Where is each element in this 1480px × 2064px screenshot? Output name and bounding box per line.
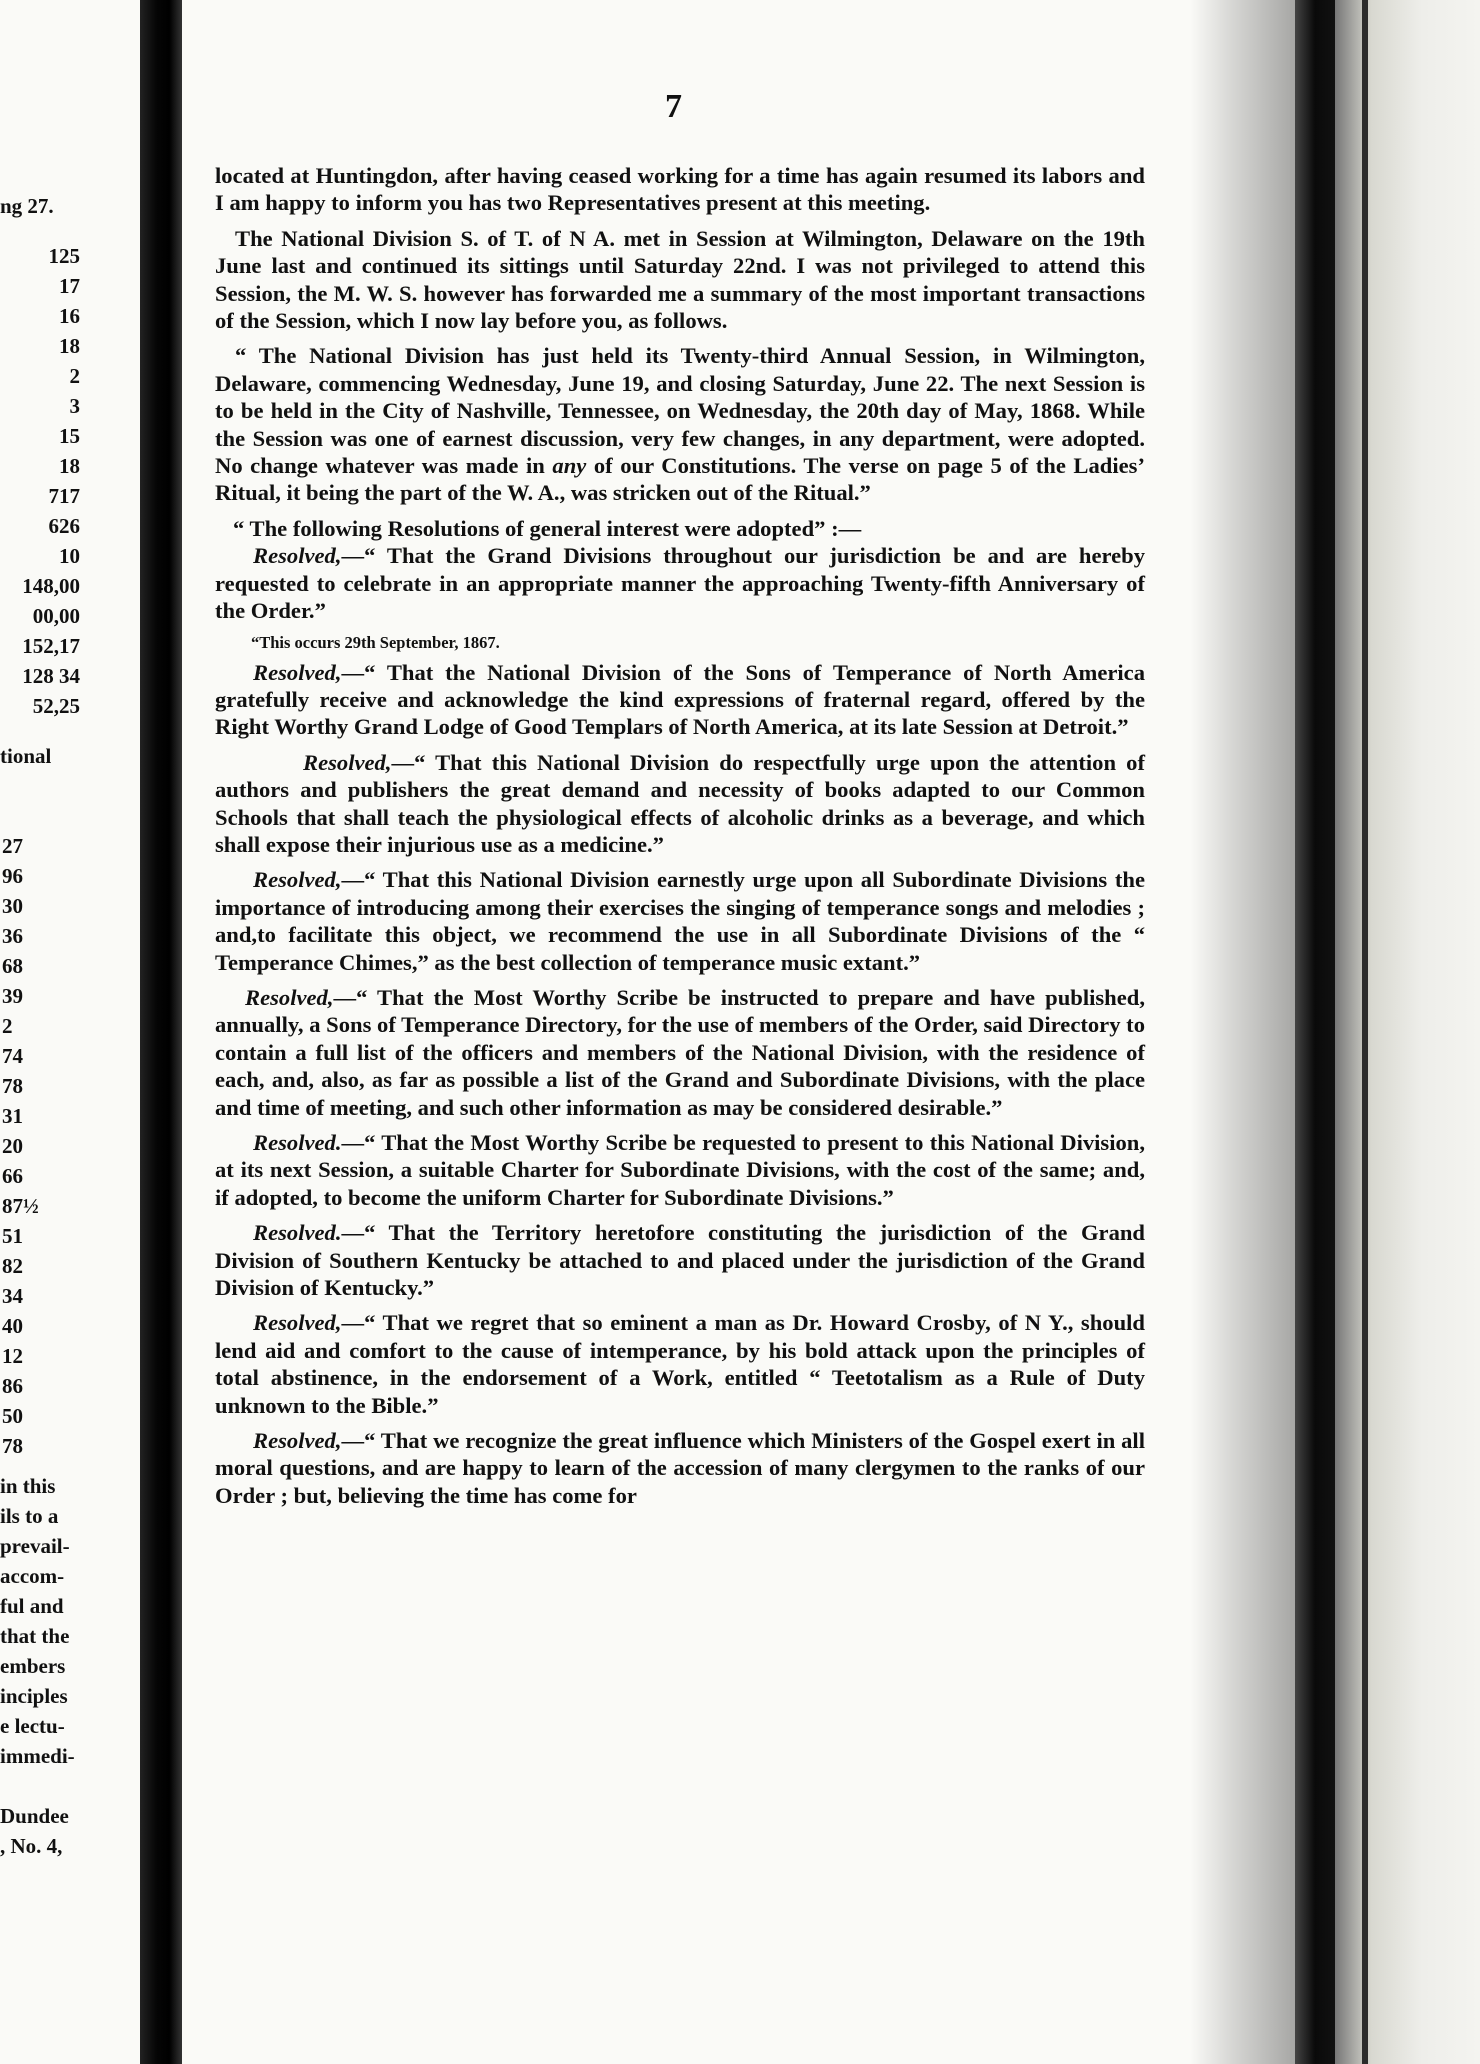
resolution-text: —“ That the Territory heretofore constituting the jurisdiction of the Grand Division of Southern Kentucky be attached to and placed under the jurisdiction of the Grand Division of Kentucky.”	[215, 1220, 1145, 1301]
resolution-text: —“ That we regret that so eminent a man as Dr. Howard Crosby, of N Y., should lend aid and comfort to the cause of intemperance, by his bold attack upon the principles of total abstinence, in the endorsement of a Work, entitled “ Teetotalism as a Rule of Duty unknown to the Bible.”	[215, 1310, 1145, 1418]
resolutions-intro: “ The following Resolutions of general interest were adopted” :—	[233, 515, 862, 541]
page-body	[215, 162, 1145, 1517]
page-edge-shadow	[1190, 0, 1300, 2064]
left-page-line: 66	[2, 1164, 23, 1188]
left-page-line: 86	[2, 1374, 23, 1398]
binding-gutter	[140, 0, 182, 2064]
paragraph: located at Huntingdon, after having ceased working for a time has again resumed its labors and I am happy to inform you has two Representatives present at this meeting.	[215, 163, 1145, 216]
resolution	[215, 659, 1145, 741]
left-page-line: 2	[2, 1014, 13, 1038]
quoted-summary-end: of our Constitutions. The verse on page 5 of the Ladies’ Ritual, it being the part of the W. A., was stricken out of the Ritual.”	[215, 453, 1145, 506]
left-page-line: 626	[48, 514, 80, 538]
resolved-label: Resolved.	[253, 1130, 342, 1155]
left-page-line: 00,00	[32, 604, 80, 628]
resolved-label: Resolved,	[253, 1310, 342, 1336]
book-edge-line	[1362, 0, 1368, 2064]
left-page-line: 3	[69, 394, 80, 418]
left-page-line: that the	[0, 1624, 70, 1648]
resolution	[215, 866, 1145, 976]
left-page-line: ng 27.	[0, 194, 54, 218]
left-page-line: prevail-	[0, 1534, 70, 1558]
left-page-line: 20	[2, 1134, 23, 1158]
left-page-line: e lectu-	[0, 1714, 65, 1738]
resolution	[215, 1309, 1145, 1419]
italic-word: any	[552, 453, 587, 479]
resolved-label: Resolved.	[253, 1220, 342, 1246]
left-page-line: 152,17	[22, 634, 80, 658]
resolved-label: Resolved,	[303, 749, 392, 775]
book-edge-dark	[1295, 0, 1335, 2064]
left-page-line: 31	[2, 1104, 23, 1128]
resolution-text: —“ That this National Division do respectfully urge upon the attention of authors and publishers the great demand and necessity of books adapted to our Common Schools that shall teach the physiological effects of alcoholic drinks as a beverage, and which shall expose their injurious use as a medicine.”	[215, 749, 1145, 857]
left-page-line: 16	[59, 304, 80, 328]
left-page-line: ils to a	[0, 1504, 59, 1528]
left-page-line: 51	[2, 1224, 23, 1248]
resolution	[215, 984, 1145, 1121]
resolution	[215, 1427, 1145, 1509]
left-page-line: immedi-	[0, 1744, 75, 1768]
left-page-line: 15	[59, 424, 80, 448]
resolution-text: —“ That the Most Worthy Scribe be requested to present to this National Division, at its next Session, a suitable Charter for Subordinate Divisions, with the cost of the same; and, if adopted, to become the uniform Charter for Subordinate Divisions.”	[215, 1130, 1145, 1210]
left-page-line: tional	[0, 744, 52, 768]
left-page-line: 40	[2, 1314, 23, 1338]
left-page-line: 52,25	[32, 694, 80, 718]
left-page-line: 10	[59, 544, 80, 568]
left-page-line: 18	[59, 454, 80, 478]
resolved-label: Resolved,	[253, 659, 342, 685]
page-stack-edge	[1335, 0, 1480, 2064]
left-page-line: 34	[2, 1284, 23, 1308]
resolution-text: —“ That the Most Worthy Scribe be instructed to prepare and have published, annually, a Sons of Temperance Directory, for the use of members of the Order, said Directory to contain a full list of the officers and members of the National Division, with the residence of each, and, also, as far as possible a list of the Grand and Subordinate Divisions, with the place and time of meeting, and such other information as may be considered desirable.”	[215, 984, 1145, 1120]
left-page-line: 96	[2, 864, 23, 888]
left-page-line: 36	[2, 924, 23, 948]
resolved-label: Resolved,	[245, 984, 334, 1010]
resolution	[215, 542, 1145, 624]
left-page-fragment	[0, 0, 140, 2064]
left-page-line: 2	[69, 364, 80, 388]
left-page-line: 39	[2, 984, 23, 1008]
left-page-line: 87½	[2, 1194, 39, 1218]
resolved-label: Resolved,	[253, 1428, 342, 1454]
resolved-label: Resolved,	[253, 867, 342, 893]
left-page-line: 128 34	[22, 664, 80, 688]
resolved-label: Resolved,	[253, 543, 342, 569]
resolution	[215, 1129, 1145, 1211]
resolution	[215, 749, 1145, 859]
left-page-line: 82	[2, 1254, 23, 1278]
quoted-summary	[215, 342, 1145, 506]
left-page-line: 148,00	[22, 574, 80, 598]
left-page-line: 27	[2, 834, 23, 858]
left-page-line: , No. 4,	[0, 1834, 63, 1858]
left-page-line: 78	[2, 1434, 23, 1458]
left-page-line: embers	[0, 1654, 66, 1678]
left-page-line: 30	[2, 894, 23, 918]
left-page-line: 12	[2, 1344, 23, 1368]
resolution-text: —“ That the Grand Divisions throughout our jurisdiction be and are hereby requested to celebrate in an appropriate manner the approaching Twenty-fifth Anniversary of the Order.”	[215, 543, 1145, 624]
left-page-line: 18	[59, 334, 80, 358]
paragraph: The National Division S. of T. of N A. met in Session at Wilmington, Delaware on the 19th June last and continued its sittings until Saturday 22nd. I was not privileged to attend this Session, the M. W. S. however has forwarded me a summary of the most important transactions of the Session, which I now lay before you, as follows.	[215, 225, 1145, 334]
left-page-line: ful and	[0, 1594, 64, 1618]
left-page-line: inciples	[0, 1684, 68, 1708]
left-page-line: 125	[48, 244, 80, 268]
left-page-line: in this	[0, 1474, 56, 1498]
left-page-line: Dundee	[0, 1804, 69, 1828]
quoted-summary-text: “ The National Division has just held its Twenty-third Annual Session, in Wilmington, Delaware, commencing Wednesday, June 19, and closing Saturday, June 22. The next Session is to be held in the City of Nashville, Tennessee, on Wednesday, the 20th day of May, 1868. While the Session was one of earnest discussion, very few changes, in any department, were adopted. No change whatever was made in	[215, 343, 1145, 479]
resolution-text: —“ That we recognize the great influence which Ministers of the Gospel exert in all moral questions, and are happy to learn of the accession of many clergymen to the ranks of our Order ; but, believing the time has come for	[215, 1428, 1145, 1508]
resolution-text: —“ That the National Division of the Sons of Temperance of North America gratefully receive and acknowledge the kind expressions of fraternal regard, offered by the Right Worthy Grand Lodge of Good Templars of North America, at its late Session at Detroit.”	[215, 659, 1145, 740]
left-page-line: 78	[2, 1074, 23, 1098]
left-page-line: 717	[48, 484, 80, 508]
page-number: 7	[665, 88, 682, 125]
left-page-line: 50	[2, 1404, 23, 1428]
left-page-line: 68	[2, 954, 23, 978]
left-page-line: 74	[2, 1044, 23, 1068]
left-page-line: accom-	[0, 1564, 65, 1588]
left-page-line: 17	[59, 274, 80, 298]
footnote: “This occurs 29th September, 1867.	[251, 632, 500, 652]
resolution-text: —“ That this National Division earnestly urge upon all Subordinate Divisions the importance of introducing among their exercises the singing of temperance songs and melodies ; and,to facilitate this object, we recommend the use in all Subordinate Divisions of the “ Temperance Chimes,” as the best collection of temperance music extant.”	[215, 867, 1145, 975]
resolution	[215, 1219, 1145, 1301]
